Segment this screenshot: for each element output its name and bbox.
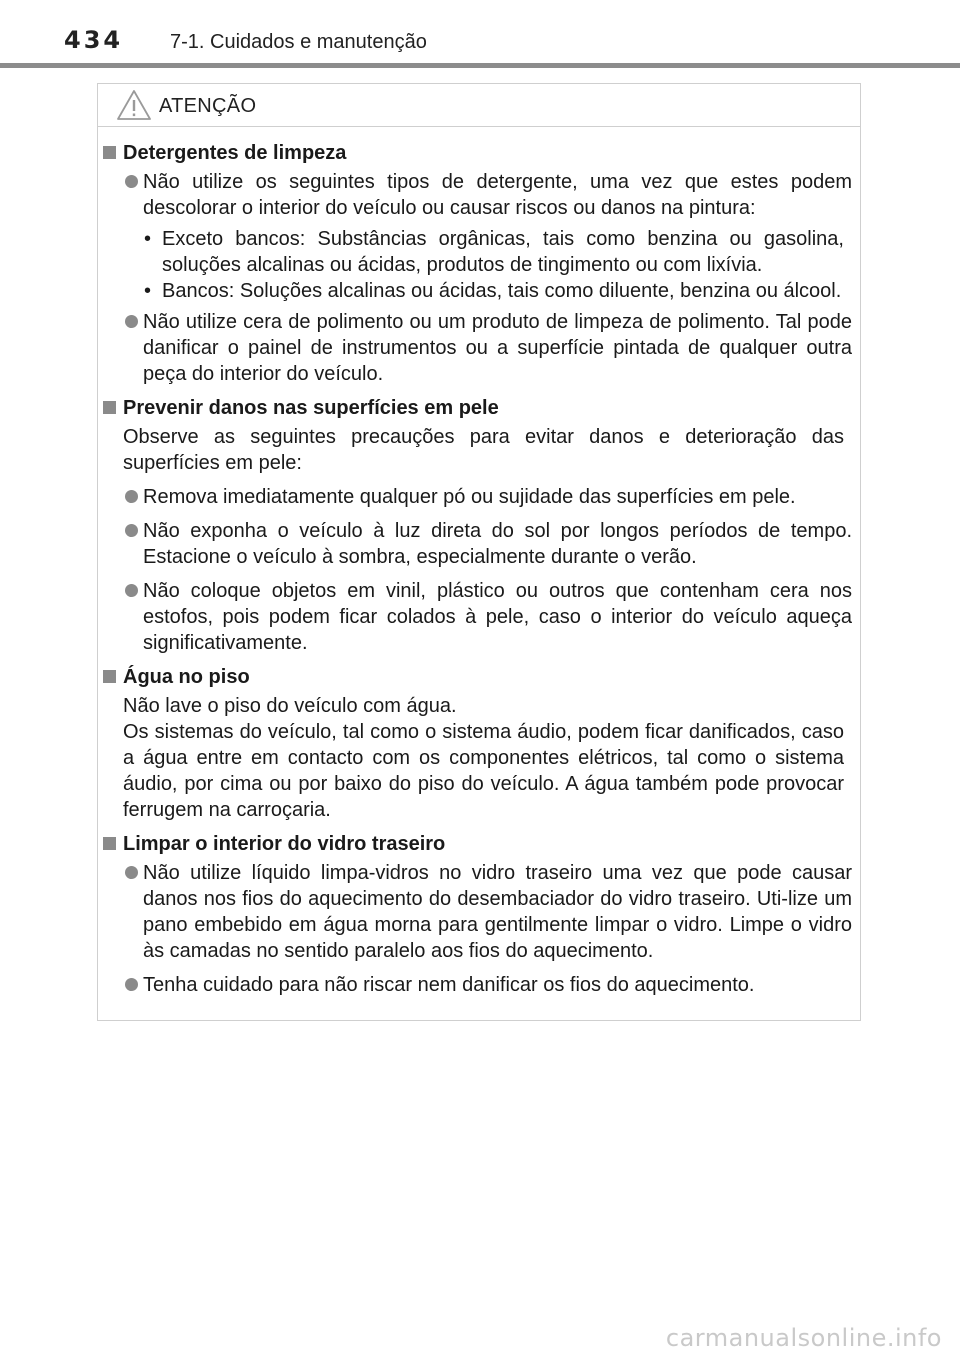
warning-triangle-icon — [116, 89, 152, 121]
section-heading: Prevenir danos nas superfícies em pele — [98, 395, 860, 421]
circle-bullet-icon — [125, 584, 138, 597]
header-rule — [0, 63, 960, 68]
circle-bullet-icon — [125, 175, 138, 188]
page-number: 434 — [64, 26, 124, 54]
list-item: Não exponha o veículo à luz direta do sol por longos períodos de tempo. Estacione o veículo à sombra, especialmente durante o verão. — [98, 518, 860, 570]
list-item: Não utilize os seguintes tipos de detergente, uma vez que estes podem descolorar o interior do veículo ou causar riscos ou danos na pintura: — [98, 169, 860, 221]
warning-box — [97, 83, 861, 1021]
paragraph: Não lave o piso do veículo com água. — [123, 695, 457, 717]
sub-list-item: • Exceto bancos: Substâncias orgânicas, tais como benzina ou gasolina, soluções alcalinas ou ácidas, produtos de tingimento ou com lixívia. — [144, 228, 844, 276]
paragraph: Observe as seguintes precauções para evitar danos e deterioração das superfícies em pele: — [123, 426, 844, 474]
list-item: Não coloque objetos em vinil, plástico ou outros que contenham cera nos estofos, pois podem ficar colados à pele, caso o interior do veículo aqueça significativamente. — [98, 578, 860, 656]
section-heading: Detergentes de limpeza — [98, 140, 860, 166]
circle-bullet-icon — [125, 866, 138, 879]
watermark: carmanualsonline.info — [665, 1324, 942, 1352]
square-bullet-icon — [103, 837, 116, 850]
circle-bullet-icon — [125, 490, 138, 503]
list-item: Não utilize líquido limpa-vidros no vidro traseiro uma vez que pode causar danos nos fios do aquecimento do desembaciador do vidro traseiro. Uti-lize um pano embebido em água morna para gentilmente limpar o vidro. Limpe o vidro às camadas no sentido paralelo aos fios do aquecimento. — [98, 860, 860, 964]
warning-content — [98, 140, 860, 998]
dot-bullet-icon: • — [144, 280, 152, 302]
sub-list-item: • Bancos: Soluções alcalinas ou ácidas, tais como diluente, benzina ou álcool. — [144, 280, 842, 302]
circle-bullet-icon — [125, 524, 138, 537]
warning-title: ATENÇÃO — [159, 95, 257, 117]
section-heading: Água no piso — [98, 664, 860, 690]
page-header — [0, 0, 960, 70]
square-bullet-icon — [103, 401, 116, 414]
circle-bullet-icon — [125, 978, 138, 991]
circle-bullet-icon — [125, 315, 138, 328]
list-item: Tenha cuidado para não riscar nem danificar os fios do aquecimento. — [98, 972, 860, 998]
list-item: Remova imediatamente qualquer pó ou sujidade das superfícies em pele. — [98, 484, 860, 510]
square-bullet-icon — [103, 670, 116, 683]
section-heading: Limpar o interior do vidro traseiro — [98, 831, 860, 857]
warning-box-header — [98, 84, 860, 127]
paragraph: Os sistemas do veículo, tal como o sistema áudio, podem ficar danificados, caso a água entre em contacto com os componentes elétricos, tal como o sistema áudio, por cima ou por baixo do piso do veículo. A água também pode provocar ferrugem na carroçaria. — [123, 721, 844, 821]
dot-bullet-icon: • — [144, 228, 152, 250]
list-item: Não utilize cera de polimento ou um produto de limpeza de polimento. Tal pode danificar o painel de instrumentos ou a superfície pintada de qualquer outra peça do interior do veículo. — [98, 309, 860, 387]
section-title: 7-1. Cuidados e manutenção — [170, 31, 427, 53]
square-bullet-icon — [103, 146, 116, 159]
